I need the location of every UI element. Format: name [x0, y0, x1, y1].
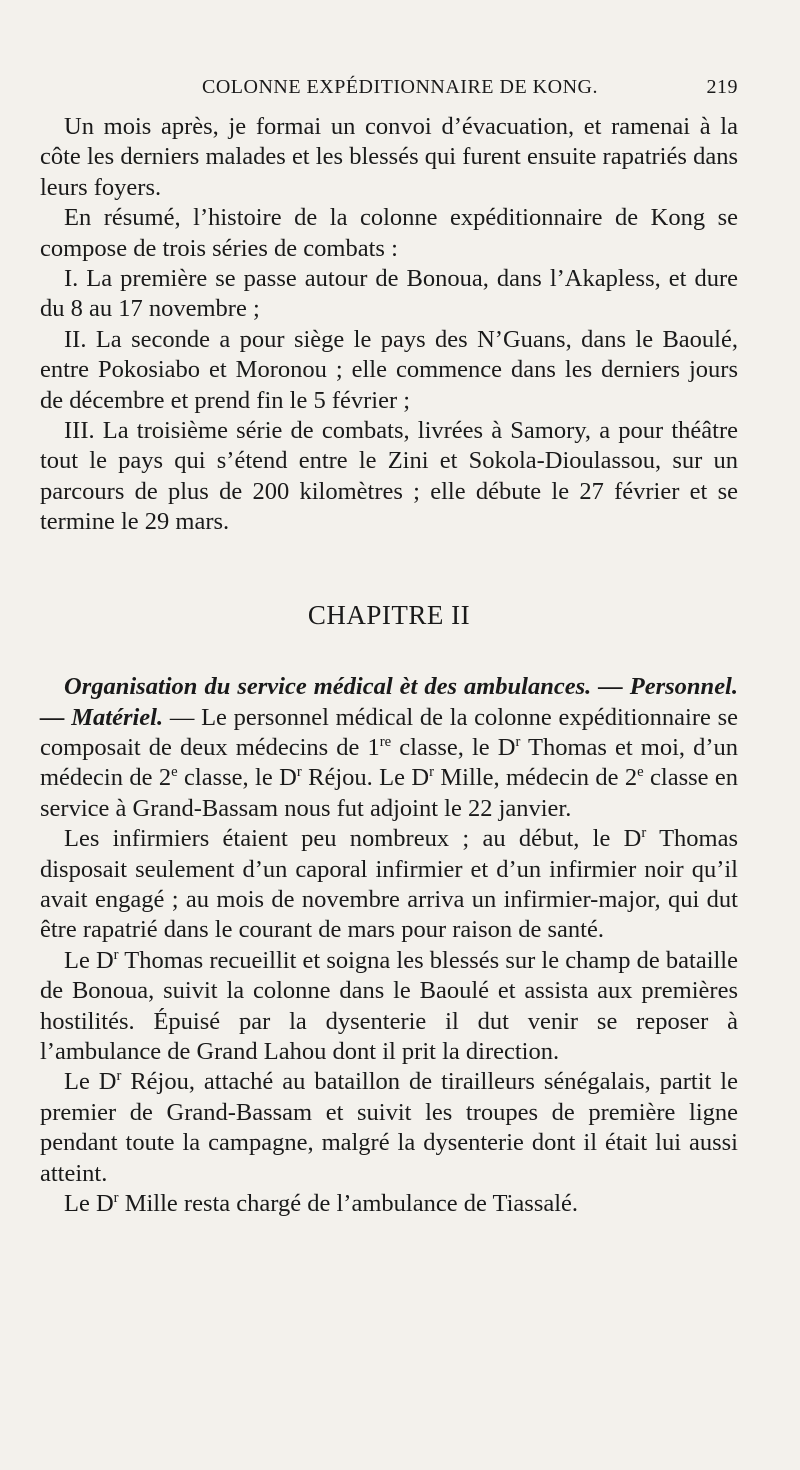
- paragraph-summary: En résumé, l’histoire de la colonne expéditionnaire de Kong se compose de trois séries de combats :: [40, 204, 738, 262]
- paragraph-evacuation: Un mois après, je formai un convoi d’évacuation, et ramenai à la côte les derniers malades et les blessés qui furent ensuite rapatriés dans leurs foyers.: [40, 113, 738, 201]
- section-lead: Organisation du service médical èt des ambulances. — Personnel. — Matériel.: [40, 673, 738, 731]
- paragraph-infirmiers: Les infirmiers étaient peu nombreux ; au début, le $D^r$ Thomas disposait seulement d’un caporal infirmier et d’un infirmier noir qu’il avait engagé ; au mois de novembre arriva un infirmier-major, qui dut être rapatrié dans le courant de mars pour raison de santé.: [40, 824, 738, 944]
- paragraph-organisation: Organisation du service médical èt des ambulances. — Personnel. — Matériel. — Le personnel médical de la colonne expéditionnaire se composait de deux médecins de 1re classe, le $D^r$ Thomas et moi, d’un médecin de 2e classe, le $D^r$ Réjou. Le $D^r$ Mille, médecin de 2e classe en service à Grand-Bassam nous fut adjoint le 22 janvier.: [40, 673, 739, 822]
- chapter-title: CHAPITRE II: [307, 599, 471, 630]
- paragraph-series-1: I. La première se passe autour de Bonoua, dans l’Akapless, et dure du 8 au 17 novembre ;: [40, 265, 738, 323]
- paragraph-thomas: Le $D^r$ Thomas recueillit et soigna les blessés sur le champ de bataille de Bonoua, suivit la colonne dans le Baoulé et assista aux premières hostilités. Épuisé par la dysenterie il dut venir se reposer à l’ambulance de Grand Lahou dont il prit la direction.: [40, 946, 738, 1065]
- running-title: COLONNE EXPÉDITIONNAIRE DE KONG.: [202, 76, 598, 98]
- page-number: 219: [706, 76, 738, 98]
- paragraph-series-3: III. La troisième série de combats, livrées à Samory, a pour théâtre tout le pays qui s’étend entre le Zini et Sokola-Dioulassou, sur un parcours de plus de 200 kilomètres ; elle débute le 27 février et se termine le 29 mars.: [40, 417, 738, 536]
- paragraph-rejou: Le $D^r$ Réjou, attaché au bataillon de tirailleurs sénégalais, partit le premier de Grand-Bassam et suivit les troupes de première ligne pendant toute la campagne, malgré la dysenterie dont il était lui aussi atteint.: [40, 1068, 738, 1187]
- paragraph-series-2: II. La seconde a pour siège le pays des N’Guans, dans le Baoulé, entre Pokosiabo et Moronou ; elle commence dans les derniers jours de décembre et prend fin le 5 février ;: [40, 325, 738, 414]
- running-header: [64, 76, 738, 104]
- page-body: [40, 112, 738, 1219]
- paragraph-mille: Le $D^r$ Mille resta chargé de l’ambulance de Tiassalé.: [64, 1189, 579, 1217]
